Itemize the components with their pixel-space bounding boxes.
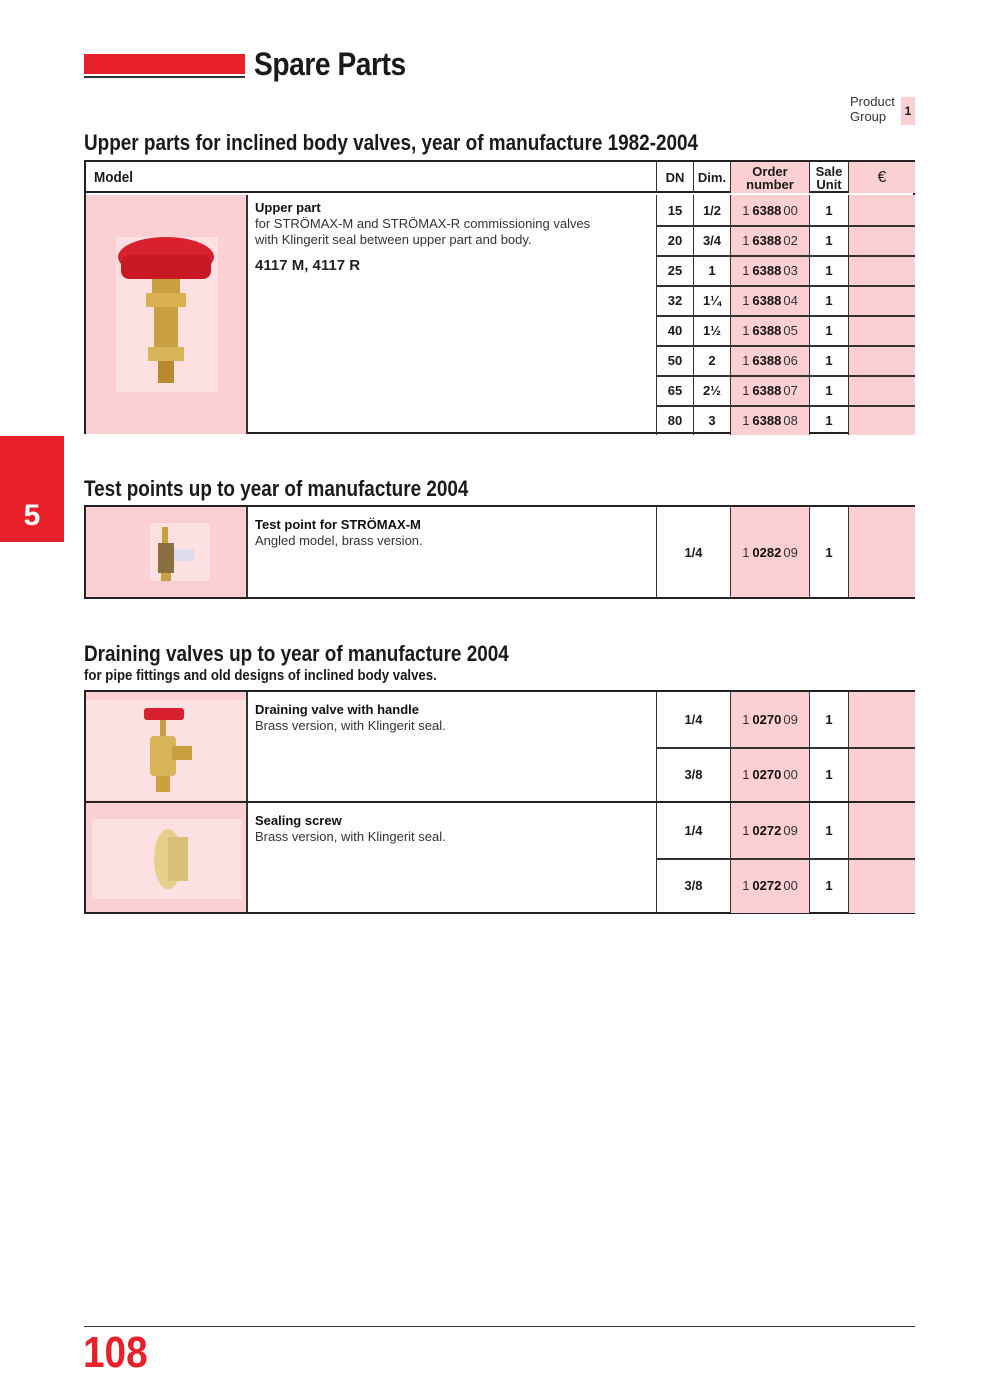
- order-number: [730, 315, 809, 345]
- sale-unit-value: 1: [809, 225, 848, 255]
- order-number: [730, 375, 809, 405]
- order-part: 1: [742, 544, 750, 560]
- price-cell: [848, 195, 915, 225]
- sale-unit-value: 1: [809, 803, 848, 858]
- dn-value: 40: [656, 315, 693, 345]
- section-title-draining-valves: Draining valves up to year of manufacture 2004: [84, 641, 509, 666]
- row-divider: [656, 225, 915, 227]
- order-part: 07: [783, 382, 798, 398]
- order-part: 06: [783, 352, 798, 368]
- group-label: Group: [850, 109, 887, 124]
- order-part: 1: [742, 262, 750, 278]
- table-row: [86, 315, 913, 345]
- price-cell: [848, 225, 915, 255]
- sale-unit-value: 1: [809, 507, 848, 597]
- table-row: [86, 255, 913, 285]
- order-part: 1: [742, 202, 750, 218]
- sale-unit-value: 1: [809, 195, 848, 225]
- order-part: 00: [783, 202, 798, 218]
- dim-value: 3/4: [693, 225, 730, 255]
- item-description: Brass version, with Klingerit seal.: [255, 718, 446, 733]
- table-row: [86, 507, 913, 597]
- price-cell: [848, 405, 915, 435]
- page-title: Spare Parts: [254, 46, 406, 82]
- order-part: 6388: [752, 232, 782, 248]
- header-sale-line: Sale: [815, 163, 843, 179]
- page-number: 108: [83, 1328, 148, 1377]
- header-price: €: [848, 162, 915, 193]
- header-order-line: Order: [752, 163, 788, 179]
- row-divider: [656, 858, 915, 860]
- order-part: 6388: [752, 412, 782, 428]
- price-cell: [848, 345, 915, 375]
- dim-value: 1½: [693, 315, 730, 345]
- order-number: [730, 747, 809, 802]
- price-cell: [848, 375, 915, 405]
- row-divider: [656, 375, 915, 377]
- order-part: 1: [742, 232, 750, 248]
- table-row: [86, 747, 913, 802]
- order-part: 1: [742, 352, 750, 368]
- order-part: 04: [783, 292, 798, 308]
- product-group-label: [850, 94, 895, 124]
- order-part: 6388: [752, 202, 782, 218]
- price-cell: [848, 692, 915, 747]
- row-divider: [656, 405, 915, 407]
- table-row: [86, 858, 913, 913]
- order-part: 03: [783, 262, 798, 278]
- dim-value: 1/2: [693, 195, 730, 225]
- item-description: Angled model, brass version.: [255, 533, 423, 548]
- dim-value: 3/8: [656, 747, 730, 802]
- order-part: 1: [742, 322, 750, 338]
- header-model: Model: [94, 169, 134, 186]
- sale-unit-value: 1: [809, 405, 848, 435]
- table-row: [86, 375, 913, 405]
- table-row: [86, 285, 913, 315]
- sale-unit-value: 1: [809, 285, 848, 315]
- header-order-number: [730, 162, 809, 193]
- order-part: 6388: [752, 322, 782, 338]
- price-cell: [848, 507, 915, 597]
- draining-valves-table: [84, 690, 915, 914]
- header-dim: Dim.: [693, 162, 730, 193]
- dim-value: 1/4: [656, 507, 730, 597]
- header-sale-line: Unit: [816, 176, 842, 192]
- order-part: 00: [783, 767, 798, 782]
- order-part: 00: [783, 878, 798, 893]
- table-header: [86, 162, 913, 193]
- sale-unit-value: 1: [809, 345, 848, 375]
- dn-value: 20: [656, 225, 693, 255]
- product-group-badge: 1: [901, 97, 915, 125]
- order-number: [730, 195, 809, 225]
- section-subtitle-draining-valves: for pipe fittings and old designs of inclined body valves.: [84, 667, 437, 684]
- sale-unit-value: 1: [809, 692, 848, 747]
- order-part: 6388: [752, 352, 782, 368]
- dim-value: 2½: [693, 375, 730, 405]
- order-part: 1: [742, 823, 750, 838]
- order-part: 09: [783, 712, 798, 727]
- item-description: for STRÖMAX-M and STRÖMAX-R commissioning valves: [255, 216, 591, 231]
- item-name: Upper part: [255, 200, 321, 215]
- sale-unit-value: 1: [809, 747, 848, 802]
- order-part: 09: [783, 544, 798, 560]
- dim-value: 1/4: [656, 692, 730, 747]
- order-number: [730, 803, 809, 858]
- row-divider: [656, 285, 915, 287]
- table-row: [86, 345, 913, 375]
- sale-unit-value: 1: [809, 858, 848, 913]
- row-divider: [656, 315, 915, 317]
- dn-value: 80: [656, 405, 693, 435]
- dim-value: 3/8: [656, 858, 730, 913]
- sale-unit-value: 1: [809, 255, 848, 285]
- section-title-test-points: Test points up to year of manufacture 2004: [84, 476, 469, 501]
- price-cell: [848, 255, 915, 285]
- order-part: 02: [783, 232, 798, 248]
- order-part: 1: [742, 712, 750, 727]
- item-name: Draining valve with handle: [255, 702, 419, 717]
- item-name: Sealing screw: [255, 813, 342, 828]
- order-number: [730, 255, 809, 285]
- order-part: 0272: [752, 878, 782, 893]
- order-part: 0270: [752, 712, 782, 727]
- sale-unit-value: 1: [809, 315, 848, 345]
- header-red-bar: [84, 54, 245, 74]
- price-cell: [848, 858, 915, 913]
- row-divider: [656, 345, 915, 347]
- order-number: [730, 405, 809, 435]
- order-part: 1: [742, 382, 750, 398]
- sale-unit-value: 1: [809, 375, 848, 405]
- section-tab: 5: [0, 436, 64, 542]
- table-row: [86, 405, 913, 435]
- order-number: [730, 858, 809, 913]
- footer-rule: [84, 1326, 915, 1327]
- order-part: 0270: [752, 767, 782, 782]
- order-part: 6388: [752, 382, 782, 398]
- order-part: 0282: [752, 544, 782, 560]
- dim-value: 3: [693, 405, 730, 435]
- table-row: [86, 225, 913, 255]
- order-part: 6388: [752, 262, 782, 278]
- table-row: [86, 195, 913, 225]
- order-part: 1: [742, 767, 750, 782]
- row-divider: [656, 747, 915, 749]
- dim-value: 1¼: [693, 285, 730, 315]
- dn-value: 32: [656, 285, 693, 315]
- order-number: [730, 285, 809, 315]
- dim-value: 2: [693, 345, 730, 375]
- order-part: 6388: [752, 292, 782, 308]
- order-number: [730, 345, 809, 375]
- table-row: [86, 692, 913, 747]
- product-label: Product: [850, 94, 895, 109]
- section-title-upper-parts: Upper parts for inclined body valves, year of manufacture 1982-2004: [84, 130, 699, 155]
- price-cell: [848, 285, 915, 315]
- dn-value: 25: [656, 255, 693, 285]
- header-sale-unit: [809, 162, 848, 193]
- dn-value: 15: [656, 195, 693, 225]
- order-part: 08: [783, 412, 798, 428]
- dim-value: 1: [693, 255, 730, 285]
- dim-value: 1/4: [656, 803, 730, 858]
- order-part: 1: [742, 878, 750, 893]
- item-name: Test point for STRÖMAX-M: [255, 517, 421, 532]
- price-cell: [848, 803, 915, 858]
- dn-value: 65: [656, 375, 693, 405]
- upper-parts-table: [84, 160, 915, 434]
- header-dn: DN: [656, 162, 693, 193]
- item-description: with Klingerit seal between upper part and body.: [255, 232, 532, 247]
- model-numbers: 4117 M, 4117 R: [255, 257, 361, 274]
- header-order-line: number: [746, 176, 794, 192]
- order-number: [730, 692, 809, 747]
- header-rule: [84, 76, 245, 78]
- order-number: [730, 507, 809, 597]
- order-number: [730, 225, 809, 255]
- test-points-table: [84, 505, 915, 599]
- order-part: 1: [742, 292, 750, 308]
- row-divider: [656, 255, 915, 257]
- price-cell: [848, 315, 915, 345]
- order-part: 09: [783, 823, 798, 838]
- order-part: 0272: [752, 823, 782, 838]
- table-row: [86, 803, 913, 858]
- item-description: Brass version, with Klingerit seal.: [255, 829, 446, 844]
- order-part: 05: [783, 322, 798, 338]
- order-part: 1: [742, 412, 750, 428]
- dn-value: 50: [656, 345, 693, 375]
- price-cell: [848, 747, 915, 802]
